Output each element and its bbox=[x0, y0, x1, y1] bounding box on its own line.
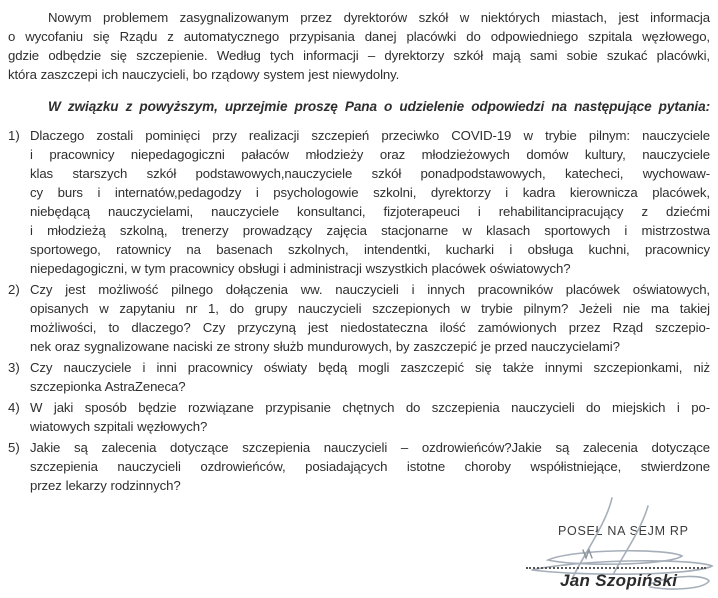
question-text-line: szczepionka AstraZeneca? bbox=[30, 379, 186, 394]
question-item bbox=[8, 358, 710, 396]
question-number: 5) bbox=[8, 440, 20, 455]
question-list bbox=[8, 126, 710, 495]
question-number: 3) bbox=[8, 360, 20, 375]
question-number: 2) bbox=[8, 282, 20, 297]
question-text bbox=[30, 358, 710, 396]
question-text bbox=[30, 438, 710, 495]
question-text-line: i pracownicy niepedagogiczni pałaców młodzieży oraz młodzieżowych domów kultury, nauczyciele bbox=[30, 147, 710, 162]
paragraph-line: o wycofaniu się Rządu z automatycznego przypisania danej placówki do odpowiedniego szpitala węzłowego, bbox=[8, 29, 710, 44]
question-text bbox=[30, 126, 710, 278]
question-text-line: przez lekarzy rodzinnych? bbox=[30, 478, 181, 493]
intro-paragraph bbox=[8, 8, 710, 84]
question-text-line: szczepienia nauczycieli ozdrowieńców, posiadających istotne choroby współistniejące, stwierdzone bbox=[30, 459, 710, 474]
question-text-line: cy burs i internatów,pedagodzy i psychologowie szkolni, dyrektorzy i kadra kierownicza placówek, bbox=[30, 185, 710, 200]
question-text-line: sportowego, ratownicy na basenach szkolnych, intendentki, kucharki i obsługa kuchni, pracownicy bbox=[30, 242, 710, 257]
question-text-line: Czy jest możliwość pilnego dołączenia ww. nauczycieli i innych pracowników placówek oświatowych, bbox=[30, 282, 710, 297]
signature-dotted-line bbox=[526, 567, 706, 569]
question-text-line: nek oraz sygnalizowane naciski ze strony służb mundurowych, by zaszczepić je przed nauczycielami? bbox=[30, 339, 620, 354]
question-text-line: możliwości, to dlaczego? Czy przyczyną jest niedostateczna ilość zamówionych przez Rząd szczepio- bbox=[30, 320, 710, 335]
question-number: 1) bbox=[8, 128, 20, 143]
question-item bbox=[8, 280, 710, 356]
signature-title: POSEŁ NA SEJM RP bbox=[558, 524, 689, 538]
question-text-line: Czy nauczyciele i inni pracownicy oświaty będą mogli zaszczepić się także innymi szczepionkami, niż bbox=[30, 360, 710, 375]
question-item bbox=[8, 438, 710, 495]
question-number: 4) bbox=[8, 400, 20, 415]
signature-name: Jan Szopiński bbox=[560, 571, 678, 590]
question-text-line: niebędącą nauczycielami, nauczyciele konsultanci, fizjoterapeuci i rehabilitancipracujący z dziećmi bbox=[30, 204, 710, 219]
question-item bbox=[8, 398, 710, 436]
question-text-line: Jakie są zalecenia dotyczące szczepienia nauczycieli – ozdrowieńców?Jakie są zalecenia dotyczące bbox=[30, 440, 710, 455]
question-text-line: klas starszych szkół podstawowych,nauczyciele szkół ponadpodstawowych, katecheci, wychowaw- bbox=[30, 166, 710, 181]
question-text-line: i młodzieżą szkolną, trenerzy prowadzący zajęcia stacjonarne w klasach sportowych i mistrzostwa bbox=[30, 223, 710, 238]
question-text-line: wiatowych szpitali węzłowych? bbox=[30, 419, 208, 434]
question-text-line: niepedagogiczni, w tym pracownicy obsługi i administracji wszystkich placówek oświatowych? bbox=[30, 261, 571, 276]
paragraph-line: Nowym problemem zasygnalizowanym przez dyrektorów szkół w niektórych miastach, jest informacja bbox=[48, 10, 710, 25]
questions-heading: W związku z powyższym, uprzejmie proszę Pana o udzielenie odpowiedzi na następujące pytania: bbox=[48, 99, 710, 114]
question-text-line: opisanych w zapytaniu nr 1, do grupy nauczycieli szczepionych w trybie pilnym? Jeżeli nie ma takiej bbox=[30, 301, 710, 316]
paragraph-line: gdzie odbędzie się szczepienie. Według tych informacji – dyrektorzy szkół mają sami sobie szukać placówki, bbox=[8, 48, 710, 63]
paragraph-line: która zaszczepi ich nauczycieli, bo rządowy system jest niewydolny. bbox=[8, 67, 400, 82]
question-text-line: W jaki sposób będzie rozwiązane przypisanie chętnych do szczepienia nauczycieli do miejskich i po- bbox=[30, 400, 710, 415]
question-item bbox=[8, 126, 710, 278]
question-text bbox=[30, 398, 710, 436]
question-text bbox=[30, 280, 710, 356]
question-text-line: Dlaczego zostali pominięci przy realizacji szczepień przeciwko COVID-19 w trybie pilnym: nauczyciele bbox=[30, 128, 710, 143]
